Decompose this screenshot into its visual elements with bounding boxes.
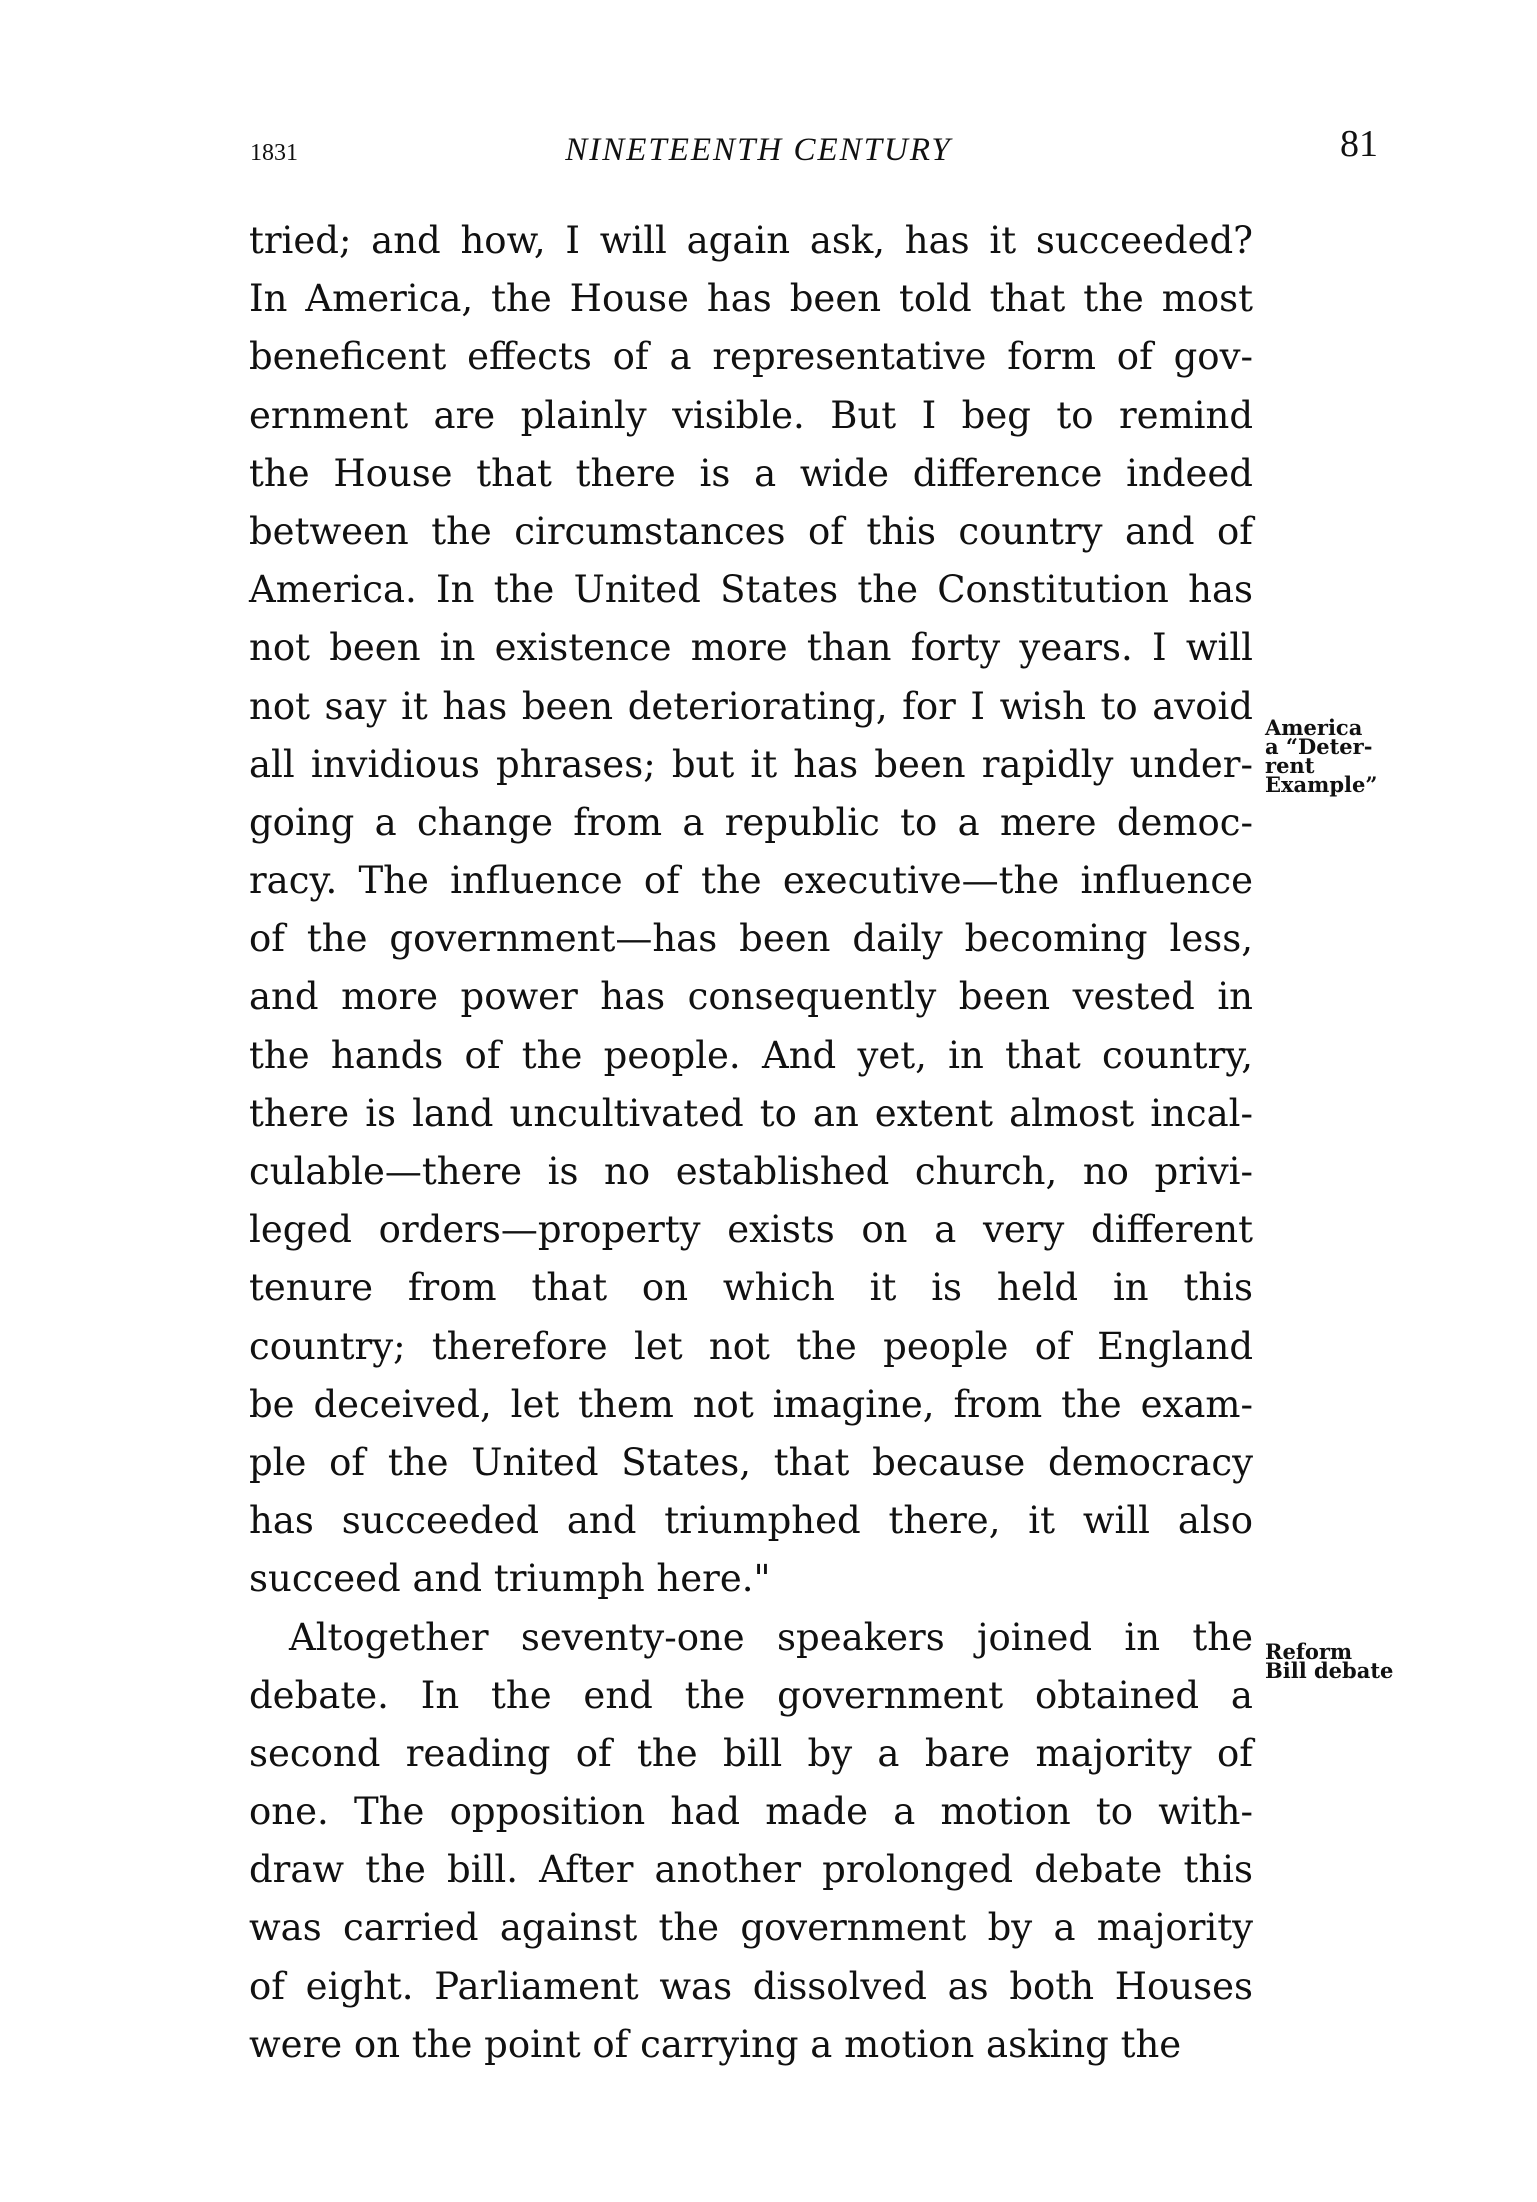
text-line: succeed and triumph here." <box>249 1557 771 1601</box>
text-line: all invidious phrases; but it has been rapidly under- <box>249 742 1253 786</box>
text-line: culable—there is no established church, no privi- <box>249 1150 1253 1193</box>
text-line: country; therefore let not the people of England <box>249 1324 1253 1368</box>
running-head-title: NINETEENTH CENTURY <box>565 132 952 168</box>
text-line: one. The opposition had made a motion to with- <box>249 1790 1253 1834</box>
margin-note-line: rent <box>1265 753 1315 778</box>
text-line: going a change from a republic to a mere democ- <box>249 800 1253 844</box>
text-line: and more power has consequently been vested in <box>249 975 1253 1019</box>
text-line: racy. The influence of the executive—the influence <box>249 859 1253 903</box>
margin-note-line: Example” <box>1265 772 1378 797</box>
text-line: be deceived, let them not imagine, from the exam- <box>249 1382 1253 1426</box>
margin-note-line: a “Deter- <box>1265 734 1373 759</box>
page-number: 81 <box>1340 123 1378 165</box>
text-line: beneficent effects of a representative form of gov- <box>249 335 1253 379</box>
margin-note-line: America <box>1265 715 1363 740</box>
text-line: draw the bill. After another prolonged debate this <box>249 1848 1253 1892</box>
text-line: ernment are plainly visible. But I beg to remind <box>249 393 1253 437</box>
margin-note-america <box>1265 715 1378 797</box>
text-line: not been in existence more than forty years. I will <box>249 626 1253 670</box>
text-line: the hands of the people. And yet, in that country, <box>249 1033 1253 1077</box>
text-line: was carried against the government by a majority <box>249 1906 1253 1950</box>
text-line: not say it has been deteriorating, for I wish to avoid <box>249 684 1253 728</box>
text-line: of the government—has been daily becoming less, <box>249 917 1253 961</box>
text-line: debate. In the end the government obtained a <box>249 1673 1253 1717</box>
text-line: ple of the United States, that because democracy <box>249 1440 1253 1484</box>
text-line: tenure from that on which it is held in this <box>249 1266 1253 1310</box>
running-head-year: 1831 <box>250 140 298 166</box>
text-line: of eight. Parliament was dissolved as both Houses <box>249 1964 1253 2008</box>
text-line: were on the point of carrying a motion asking the <box>249 2022 1182 2066</box>
text-line: second reading of the bill by a bare majority of <box>249 1731 1253 1775</box>
text-line: has succeeded and triumphed there, it will also <box>249 1499 1253 1543</box>
text-line: the House that there is a wide difference indeed <box>249 451 1253 495</box>
text-line: tried; and how, I will again ask, has it succeeded? <box>249 219 1253 262</box>
text-line: leged orders—property exists on a very different <box>249 1208 1253 1252</box>
text-line: America. In the United States the Constitution has <box>249 568 1253 612</box>
text-line: there is land uncultivated to an extent almost incal- <box>249 1091 1253 1135</box>
margin-note-reform-bill <box>1265 1639 1394 1683</box>
margin-note-line: Bill debate <box>1265 1658 1394 1683</box>
margin-note-line: Reform <box>1265 1639 1353 1664</box>
text-line: between the circumstances of this country and of <box>249 509 1253 553</box>
text-line: Altogether seventy-one speakers joined in the <box>289 1615 1253 1659</box>
text-line: In America, the House has been told that the most <box>249 277 1253 321</box>
body-text <box>249 212 1253 2074</box>
